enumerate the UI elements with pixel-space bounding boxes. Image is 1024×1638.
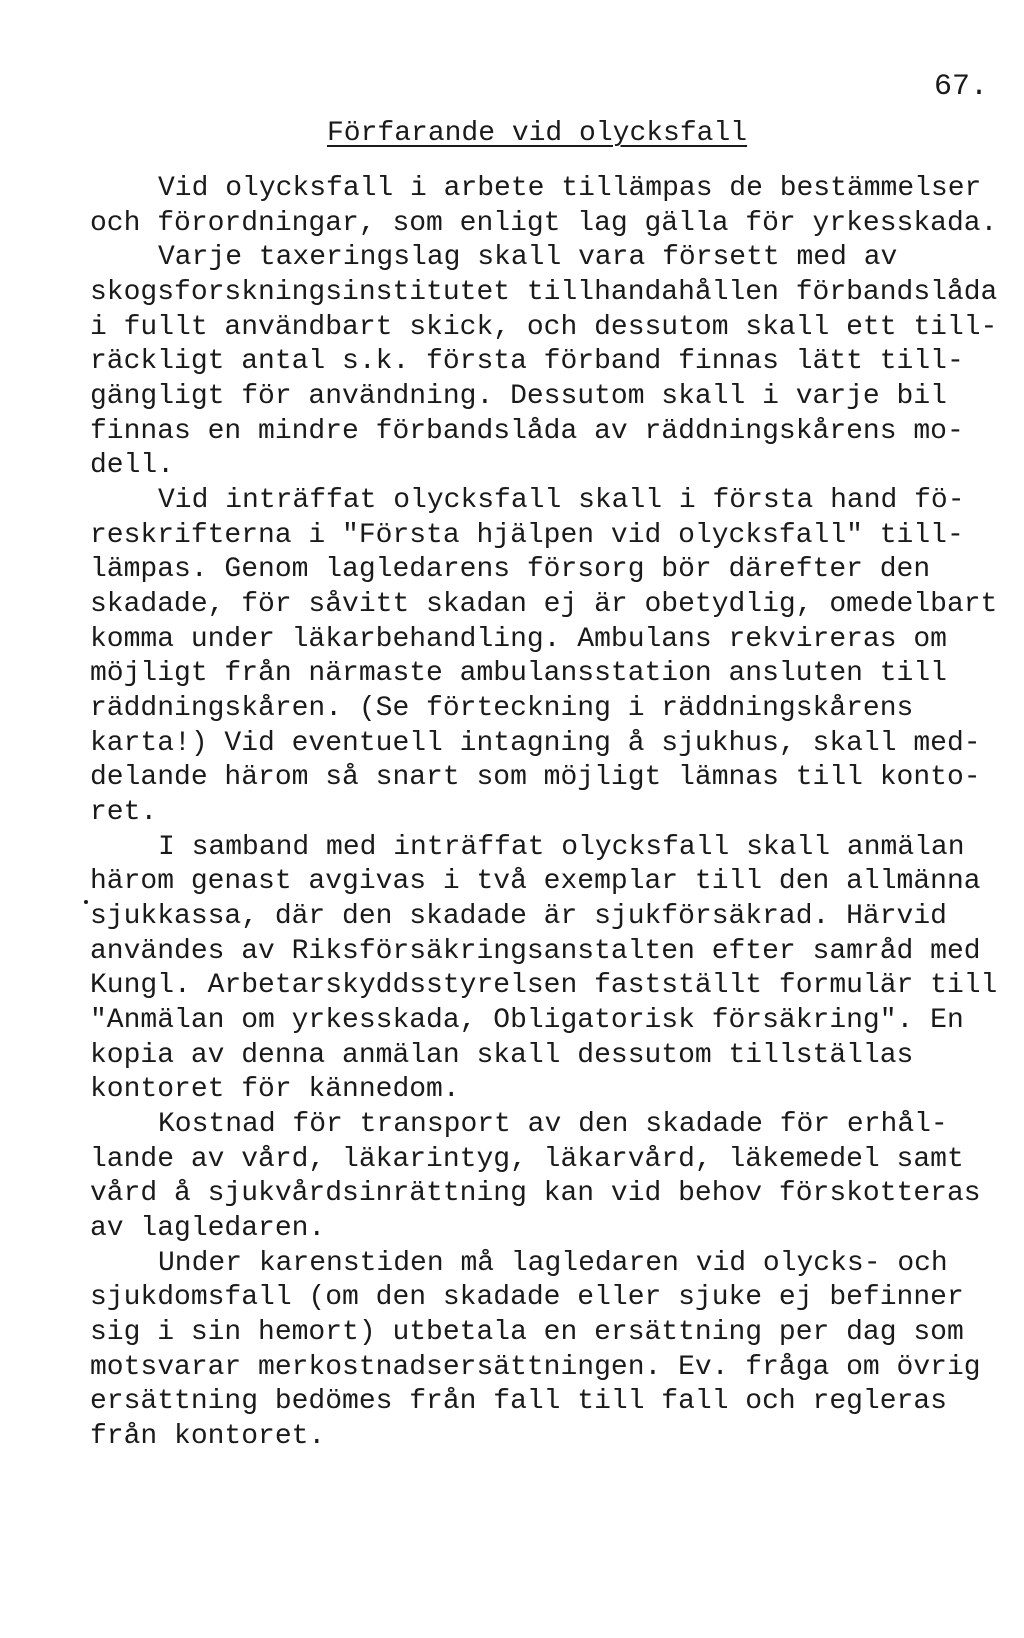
text-line: räckligt antal s.k. första förband finnas lätt till- [90, 346, 964, 377]
text-line: Varje taxeringslag skall vara försett med av [158, 242, 898, 273]
text-line: skadade, för såvitt skadan ej är obetydlig, omedelbart [90, 589, 998, 620]
text-line: Under karenstiden må lagledaren vid olycks- och [158, 1248, 948, 1279]
text-line: I samband med inträffat olycksfall skall anmälan [158, 832, 965, 863]
text-line: härom genast avgivas i två exemplar till den allmänna [90, 866, 981, 897]
text-line: Vid inträffat olycksfall skall i första hand fö- [158, 485, 965, 516]
text-line: i fullt användbart skick, och dessutom skall ett till- [90, 312, 998, 343]
margin-dot [84, 900, 88, 904]
text-line: finnas en mindre förbandslåda av räddningskårens mo- [90, 416, 964, 447]
text-line: gängligt för användning. Dessutom skall i varje bil [90, 381, 947, 412]
text-line: skogsforskningsinstitutet tillhandahållen förbandslåda [90, 277, 998, 308]
text-line: användes av Riksförsäkringsanstalten efter samråd med [90, 936, 981, 967]
text-line: motsvarar merkostnadsersättningen. Ev. fråga om övrig [90, 1352, 981, 1383]
text-line: Vid olycksfall i arbete tillämpas de bestämmelser [158, 173, 982, 204]
text-line: ret. [90, 797, 158, 828]
text-line: komma under läkarbehandling. Ambulans rekvireras om [90, 624, 947, 655]
text-line: från kontoret. [90, 1421, 326, 1452]
text-line: ersättning bedömes från fall till fall och regleras [90, 1386, 947, 1417]
text-line: vård å sjukvårdsinrättning kan vid behov förskotteras [90, 1178, 981, 1209]
text-line: sjukdomsfall (om den skadade eller sjuke ej befinner [90, 1282, 964, 1313]
text-line: kopia av denna anmälan skall dessutom tillställas [90, 1040, 914, 1071]
text-line: räddningskåren. (Se förteckning i räddningskårens [90, 693, 914, 724]
text-line: dell. [90, 450, 175, 481]
text-line: lämpas. Genom lagledarens försorg bör därefter den [90, 554, 931, 585]
text-line: reskrifterna i "Första hjälpen vid olycksfall" till- [90, 520, 964, 551]
text-line: och förordningar, som enligt lag gälla för yrkesskada. [90, 208, 998, 239]
text-line: delande härom så snart som möjligt lämnas till konto- [90, 762, 981, 793]
page-title: Förfarande vid olycksfall [327, 118, 748, 149]
text-line: Kungl. Arbetarskyddsstyrelsen fastställt formulär till [90, 970, 998, 1001]
text-line: lande av vård, läkarintyg, läkarvård, läkemedel samt [90, 1144, 964, 1175]
text-line: sjukkassa, där den skadade är sjukförsäkrad. Härvid [90, 901, 947, 932]
text-line: av lagledaren. [90, 1213, 326, 1244]
text-line: sig i sin hemort) utbetala en ersättning per dag som [90, 1317, 964, 1348]
text-line: "Anmälan om yrkesskada, Obligatorisk försäkring". En [90, 1005, 964, 1036]
text-line: Kostnad för transport av den skadade för erhål- [158, 1109, 948, 1140]
text-line: möjligt från närmaste ambulansstation ansluten till [90, 658, 947, 689]
page-number: 67. [934, 70, 989, 104]
text-line: karta!) Vid eventuell intagning å sjukhus, skall med- [90, 728, 981, 759]
text-line: kontoret för kännedom. [90, 1074, 460, 1105]
